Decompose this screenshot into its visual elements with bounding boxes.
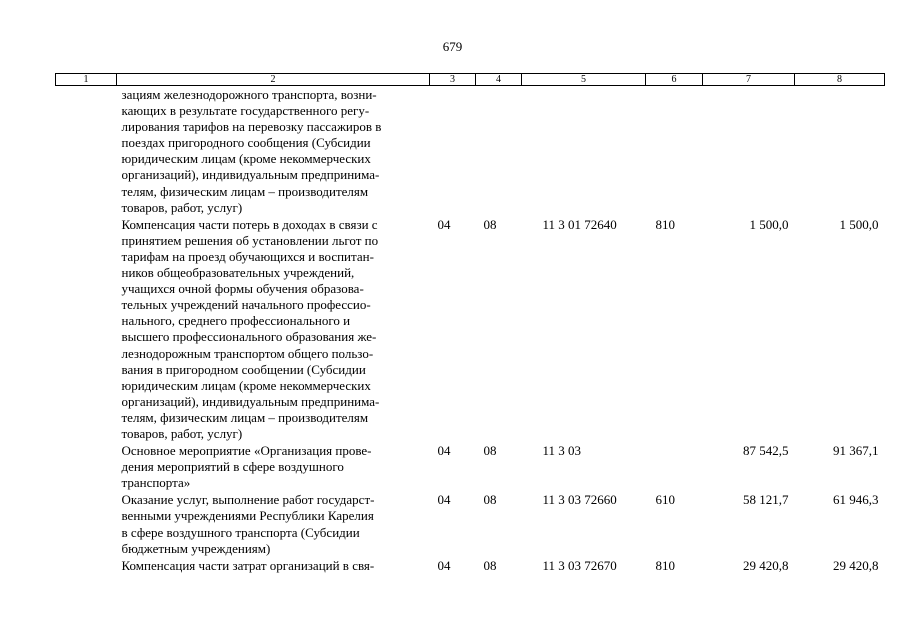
expense-type-code: 810: [655, 557, 675, 573]
target-article-code: 11 3 03 72660: [542, 492, 617, 508]
target-article-code: 11 3 03 72670: [542, 557, 617, 573]
amount-year-2: [795, 86, 885, 216]
section-code: 04: [437, 557, 451, 573]
column-header: 5: [522, 74, 646, 86]
row-description: [117, 491, 430, 556]
section-code: [430, 86, 476, 216]
description-line: тарифам на проезд обучающихся и воспитан-: [121, 248, 374, 264]
description-line: ников общеобразовательных учреждений,: [121, 265, 355, 281]
section-code: 04: [437, 216, 451, 232]
description-line: Компенсация части потерь в доходах в связи с: [121, 216, 378, 232]
description-line: бюджетным учреждениям): [121, 540, 271, 556]
description-line: дения мероприятий в сфере воздушного: [121, 459, 344, 475]
amount-year-2: 29 420,8: [833, 557, 879, 573]
table-row: [56, 491, 885, 556]
description-line: тельных учреждений начального профессио-: [121, 297, 371, 313]
table-row: [56, 86, 885, 216]
description-line: Компенсация части затрат организаций в свя-: [121, 557, 375, 573]
table-row: [56, 216, 885, 442]
description-line: принятием решения об установлении льгот по: [121, 232, 379, 248]
description-line: Оказание услуг, выполнение работ государст-: [121, 492, 375, 508]
description-line: транспорта»: [121, 475, 191, 491]
amount-year-1: 58 121,7: [743, 492, 789, 508]
target-article-code: 11 3 03: [542, 443, 582, 459]
column-header: 6: [646, 74, 703, 86]
description-line: товаров, работ, услуг): [121, 199, 243, 215]
description-line: зациям железнодорожного транспорта, возни-: [121, 87, 377, 102]
description-line: в сфере воздушного транспорта (Субсидии: [121, 524, 360, 540]
column-header: 3: [430, 74, 476, 86]
amount-year-1: 1 500,0: [749, 216, 789, 232]
description-line: кающих в результате государственного регу-: [121, 103, 370, 119]
column-header: 8: [795, 74, 885, 86]
column-numbers-row: [56, 74, 885, 86]
description-line: лирования тарифов на перевозку пассажиров в: [121, 119, 382, 135]
page-number: 679: [442, 39, 463, 54]
column-header: 4: [476, 74, 522, 86]
row-cell-empty: [56, 86, 117, 216]
amount-year-2: 91 367,1: [833, 443, 879, 459]
subsection-code: 08: [483, 492, 497, 508]
description-line: юридическим лицам (кроме некоммерческих: [121, 377, 371, 393]
column-header: 2: [117, 74, 430, 86]
row-description: [117, 216, 430, 442]
description-line: телям, физическим лицам – производителям: [121, 409, 369, 425]
amount-year-1: [703, 86, 795, 216]
expense-type-code: 610: [655, 492, 675, 508]
target-article-code: 11 3 01 72640: [542, 216, 617, 232]
description-line: организаций), индивидуальным предпринима-: [121, 393, 380, 409]
subsection-code: 08: [483, 557, 497, 573]
row-cell-empty: [56, 442, 117, 491]
column-header: 7: [703, 74, 795, 86]
row-description: [117, 442, 430, 491]
column-header: 1: [56, 74, 117, 86]
description-line: венными учреждениями Республики Карелия: [121, 508, 374, 524]
expense-type-code: [646, 442, 703, 491]
amount-year-1: 87 542,5: [743, 443, 789, 459]
description-line: организаций), индивидуальным предпринима-: [121, 167, 380, 183]
description-line: поездах пригородного сообщения (Субсидии: [121, 135, 371, 151]
description-line: телям, физическим лицам – производителям: [121, 183, 369, 199]
row-description: [117, 86, 430, 216]
description-line: нального, среднего профессионального и: [121, 313, 351, 329]
subsection-code: 08: [483, 216, 497, 232]
description-line: юридическим лицам (кроме некоммерческих: [121, 151, 371, 167]
description-line: товаров, работ, услуг): [121, 425, 243, 441]
description-line: учащихся очной формы обучения образова-: [121, 281, 364, 297]
description-line: вания в пригородном сообщении (Субсидии: [121, 361, 366, 377]
description-line: высшего профессионального образования же-: [121, 329, 377, 345]
amount-year-1: 29 420,8: [743, 557, 789, 573]
amount-year-2: 1 500,0: [839, 216, 879, 232]
description-line: Основное мероприятие «Организация прове-: [121, 443, 372, 459]
row-cell-empty: [56, 557, 117, 574]
table-row: [56, 442, 885, 491]
table-body: [56, 86, 885, 574]
target-article-code: [522, 86, 646, 216]
description-line: лезнодорожным транспортом общего пользо-: [121, 345, 374, 361]
table-row: [56, 557, 885, 574]
budget-table: [55, 73, 885, 574]
section-code: 04: [437, 443, 451, 459]
row-description: [117, 557, 430, 574]
expense-type-code: 810: [655, 216, 675, 232]
subsection-code: [476, 86, 522, 216]
expense-type-code: [646, 86, 703, 216]
row-cell-empty: [56, 216, 117, 442]
row-cell-empty: [56, 491, 117, 556]
subsection-code: 08: [483, 443, 497, 459]
amount-year-2: 61 946,3: [833, 492, 879, 508]
section-code: 04: [437, 492, 451, 508]
